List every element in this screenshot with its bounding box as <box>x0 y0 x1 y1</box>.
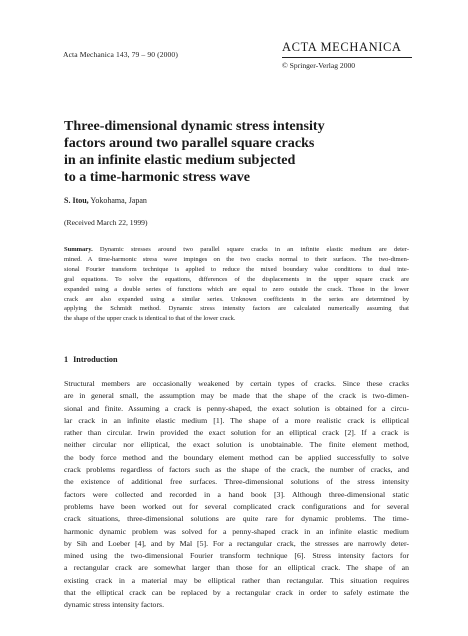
journal-name: ACTA MECHANICA <box>282 40 412 58</box>
citation: Acta Mechanica 143, 79 – 90 (2000) <box>63 50 178 59</box>
title-line: to a time-harmonic stress wave <box>64 169 251 185</box>
abstract-line: applying the Schmidt method. Dynamic stress intensity factors are calculated numerically assuming that <box>64 305 409 313</box>
body-text <box>64 378 409 612</box>
body-line: crack situations, three-dimensional solutions are quite rare for dynamic problems. The time- <box>64 514 409 524</box>
body-line: lar crack in an infinite elastic medium [1]. The shape of a more realistic crack is elliptical <box>64 415 409 425</box>
body-line: crack problems regardless of factors such as the shape of the crack, the number of cracks, and <box>64 465 409 475</box>
article-title <box>64 118 414 186</box>
body-line: are in general small, the assumption may be made that the shape of the crack is two-dimen- <box>64 391 409 401</box>
abstract-line: crack are also expanded using a similar series. Unknown coefficients in the series are determined by <box>64 295 409 303</box>
author-line <box>64 196 147 205</box>
body-line: mined using the two-dimensional Fourier transform technique [6]. Stress intensity factors for <box>64 551 409 561</box>
abstract <box>64 245 409 324</box>
body-line: factors were collected and recorded in a hand book [3]. Although three-dimensional static <box>64 489 409 499</box>
body-line: harmonic dynamic problem was solved for a penny-shaped crack in an infinite elastic medium <box>64 526 409 536</box>
body-line: the body force method and the boundary element method can be applied successfully to solve <box>64 452 409 462</box>
body-line: Structural members are occasionally weakened by certain types of cracks. Since these cracks <box>64 379 409 388</box>
body-line: that the elliptical crack can be replaced by a rectangular crack in order to safely estimate the <box>64 588 409 598</box>
body-line: the existence of additional free surfaces. Three-dimensional solutions of the stress intensity <box>64 477 409 487</box>
body-line: neither circular nor elliptical, the exact solution is unobtainable. The finite element method, <box>64 440 409 450</box>
body-line: a rectangular crack are somewhat larger than those for an elliptical crack. The shape of an <box>64 563 409 573</box>
section-number: 1 <box>64 355 69 364</box>
author-name: S. Itou, <box>64 196 89 205</box>
title-line: Three-dimensional dynamic stress intensity <box>64 118 325 134</box>
section-heading <box>64 355 118 364</box>
author-affiliation: Yokohama, Japan <box>88 196 147 205</box>
title-line: in an infinite elastic medium subjected <box>64 152 296 168</box>
body-line: by Sih and Loeber [4], and by Mal [5]. For a rectangular crack, the stresses are narrowly deter- <box>64 538 409 548</box>
section-title: Introduction <box>73 355 118 364</box>
abstract-line: gral equations. To solve the equations, differences of the displacements in the upper square crack are <box>64 275 409 283</box>
abstract-line: the shape of the upper crack is identical to that of the lower crack. <box>64 315 236 323</box>
copyright-notice: © Springer-Verlag 2000 <box>282 61 356 70</box>
body-line: existing crack in a material may be elliptical rather than rectangular. This situation requires <box>64 575 409 585</box>
journal-masthead <box>282 40 412 70</box>
body-line: rather than circular. Irwin provided the exact solution for an elliptical crack [2]. If a crack is <box>64 428 409 438</box>
abstract-line: Summary. Dynamic stresses around two parallel square cracks in an infinite elastic medium are deter- <box>64 246 409 253</box>
title-line: factors around two parallel square cracks <box>64 135 315 151</box>
abstract-line: mined. A time-harmonic stress wave impinges on the two cracks normal to their surfaces. The two-dimen- <box>64 255 409 263</box>
body-line: problems have been worked out for several complicated crack configurations and for several <box>64 501 409 511</box>
abstract-label: Summary. <box>64 246 93 253</box>
abstract-line: expanded using a double series of functions which are equal to zero outside the crack. Those in the lower <box>64 285 409 293</box>
received-date: (Received March 22, 1999) <box>64 218 148 227</box>
body-line: sional and finite. Assuming a crack is penny-shaped, the exact solution is obtained for a circu- <box>64 403 409 413</box>
abstract-line: sional Fourier transform technique is applied to reduce the mixed boundary value conditions to dual inte- <box>64 265 409 273</box>
body-line: dynamic stress intensity factors. <box>64 600 165 610</box>
